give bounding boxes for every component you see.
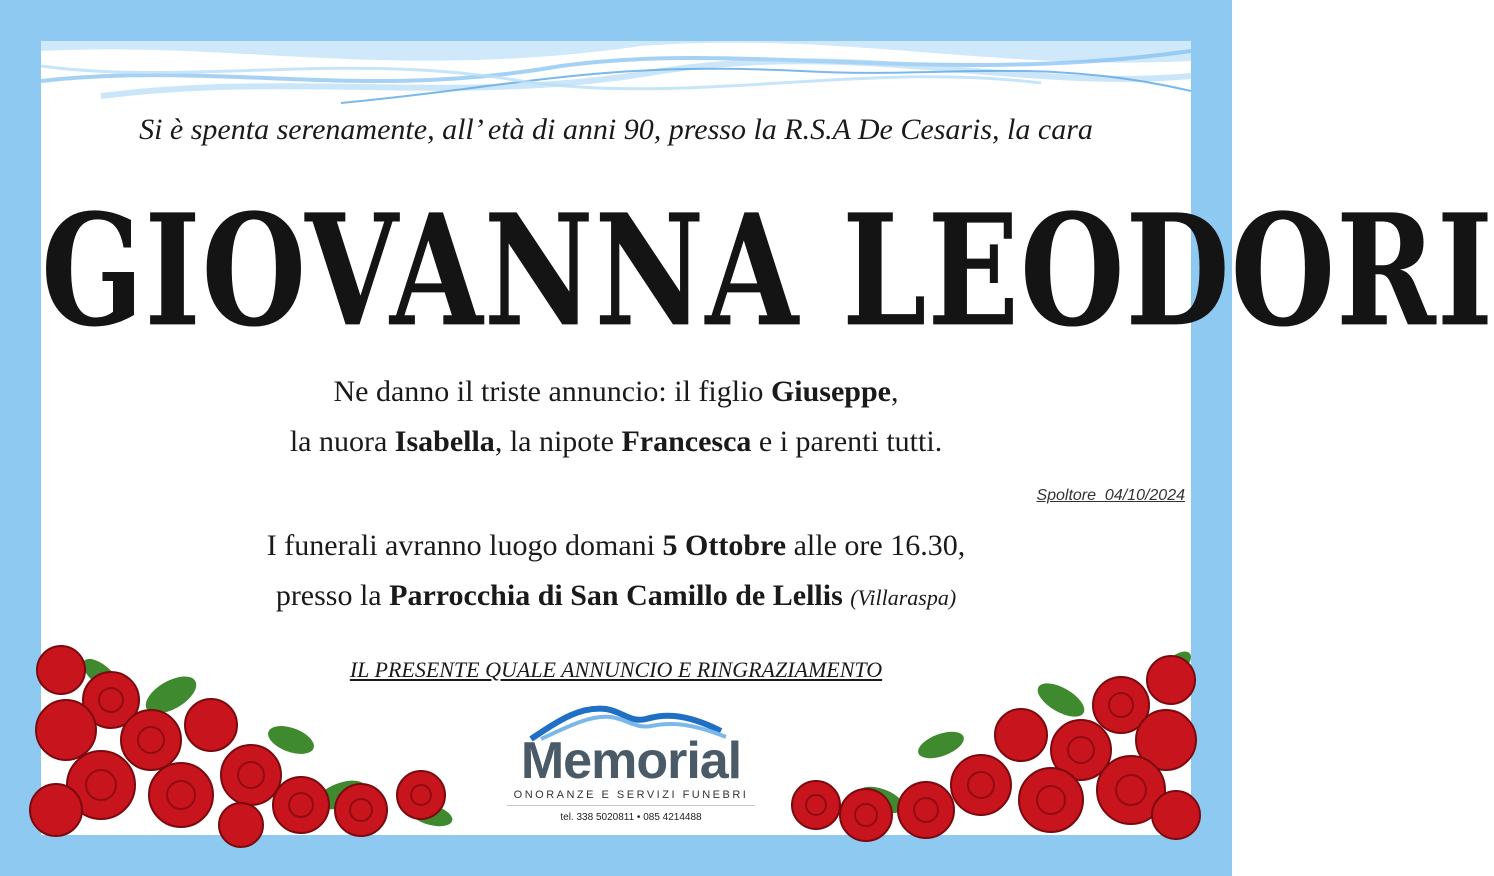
notice-card: [41, 41, 1494, 835]
logo-name: Memorial: [520, 732, 742, 790]
church-name: Parrocchia di San Camillo de Lellis: [389, 579, 843, 612]
deceased-name: GIOVANNA LEODORI: [41, 181, 1494, 362]
blue-waves-decoration: [41, 41, 1191, 111]
funeral-date: 5 Ottobre: [662, 529, 787, 562]
red-roses-bouquet-icon: [41, 645, 471, 835]
place-date: Spoltore 04/10/2024: [1036, 487, 1185, 504]
funeral-line-1: [41, 529, 1191, 563]
son-name: Giuseppe: [770, 375, 891, 408]
closing-text: IL PRESENTE QUALE ANNUNCIO E RINGRAZIAMENTO: [349, 657, 883, 682]
funeral-prefix: I funerali avranno luogo domani: [266, 529, 663, 562]
logo-tagline: ONORANZE E SERVIZI FUNEBRI: [513, 789, 749, 801]
memorial-logo: [501, 701, 761, 831]
funeral-prefix-2: presso la: [275, 579, 390, 612]
announcement-middle: , la nipote: [494, 425, 622, 458]
logo-phone: tel. 338 5020811 • 085 4214488: [560, 812, 702, 823]
granddaughter-name: Francesca: [621, 425, 752, 458]
announcement-prefix-2: la nuora: [289, 425, 395, 458]
logo-divider: [507, 805, 755, 806]
announcement-line-1: [41, 375, 1191, 409]
funeral-line-2: [41, 579, 1191, 613]
announcement-line-2: [41, 425, 1191, 459]
church-location: (Villaraspa): [850, 585, 957, 610]
daughter-in-law-name: Isabella: [394, 425, 495, 458]
funeral-time: alle ore 16.30,: [786, 529, 966, 562]
announcement-suffix-2: e i parenti tutti.: [751, 425, 943, 458]
intro-text: Si è spenta serenamente, all’ età di anni 90, presso la R.S.A De Cesaris, la cara: [139, 113, 1093, 146]
announcement-suffix: ,: [890, 375, 899, 408]
red-roses-bouquet-icon: [791, 650, 1191, 835]
announcement-prefix: Ne danno il triste annuncio: il figlio: [333, 375, 771, 408]
